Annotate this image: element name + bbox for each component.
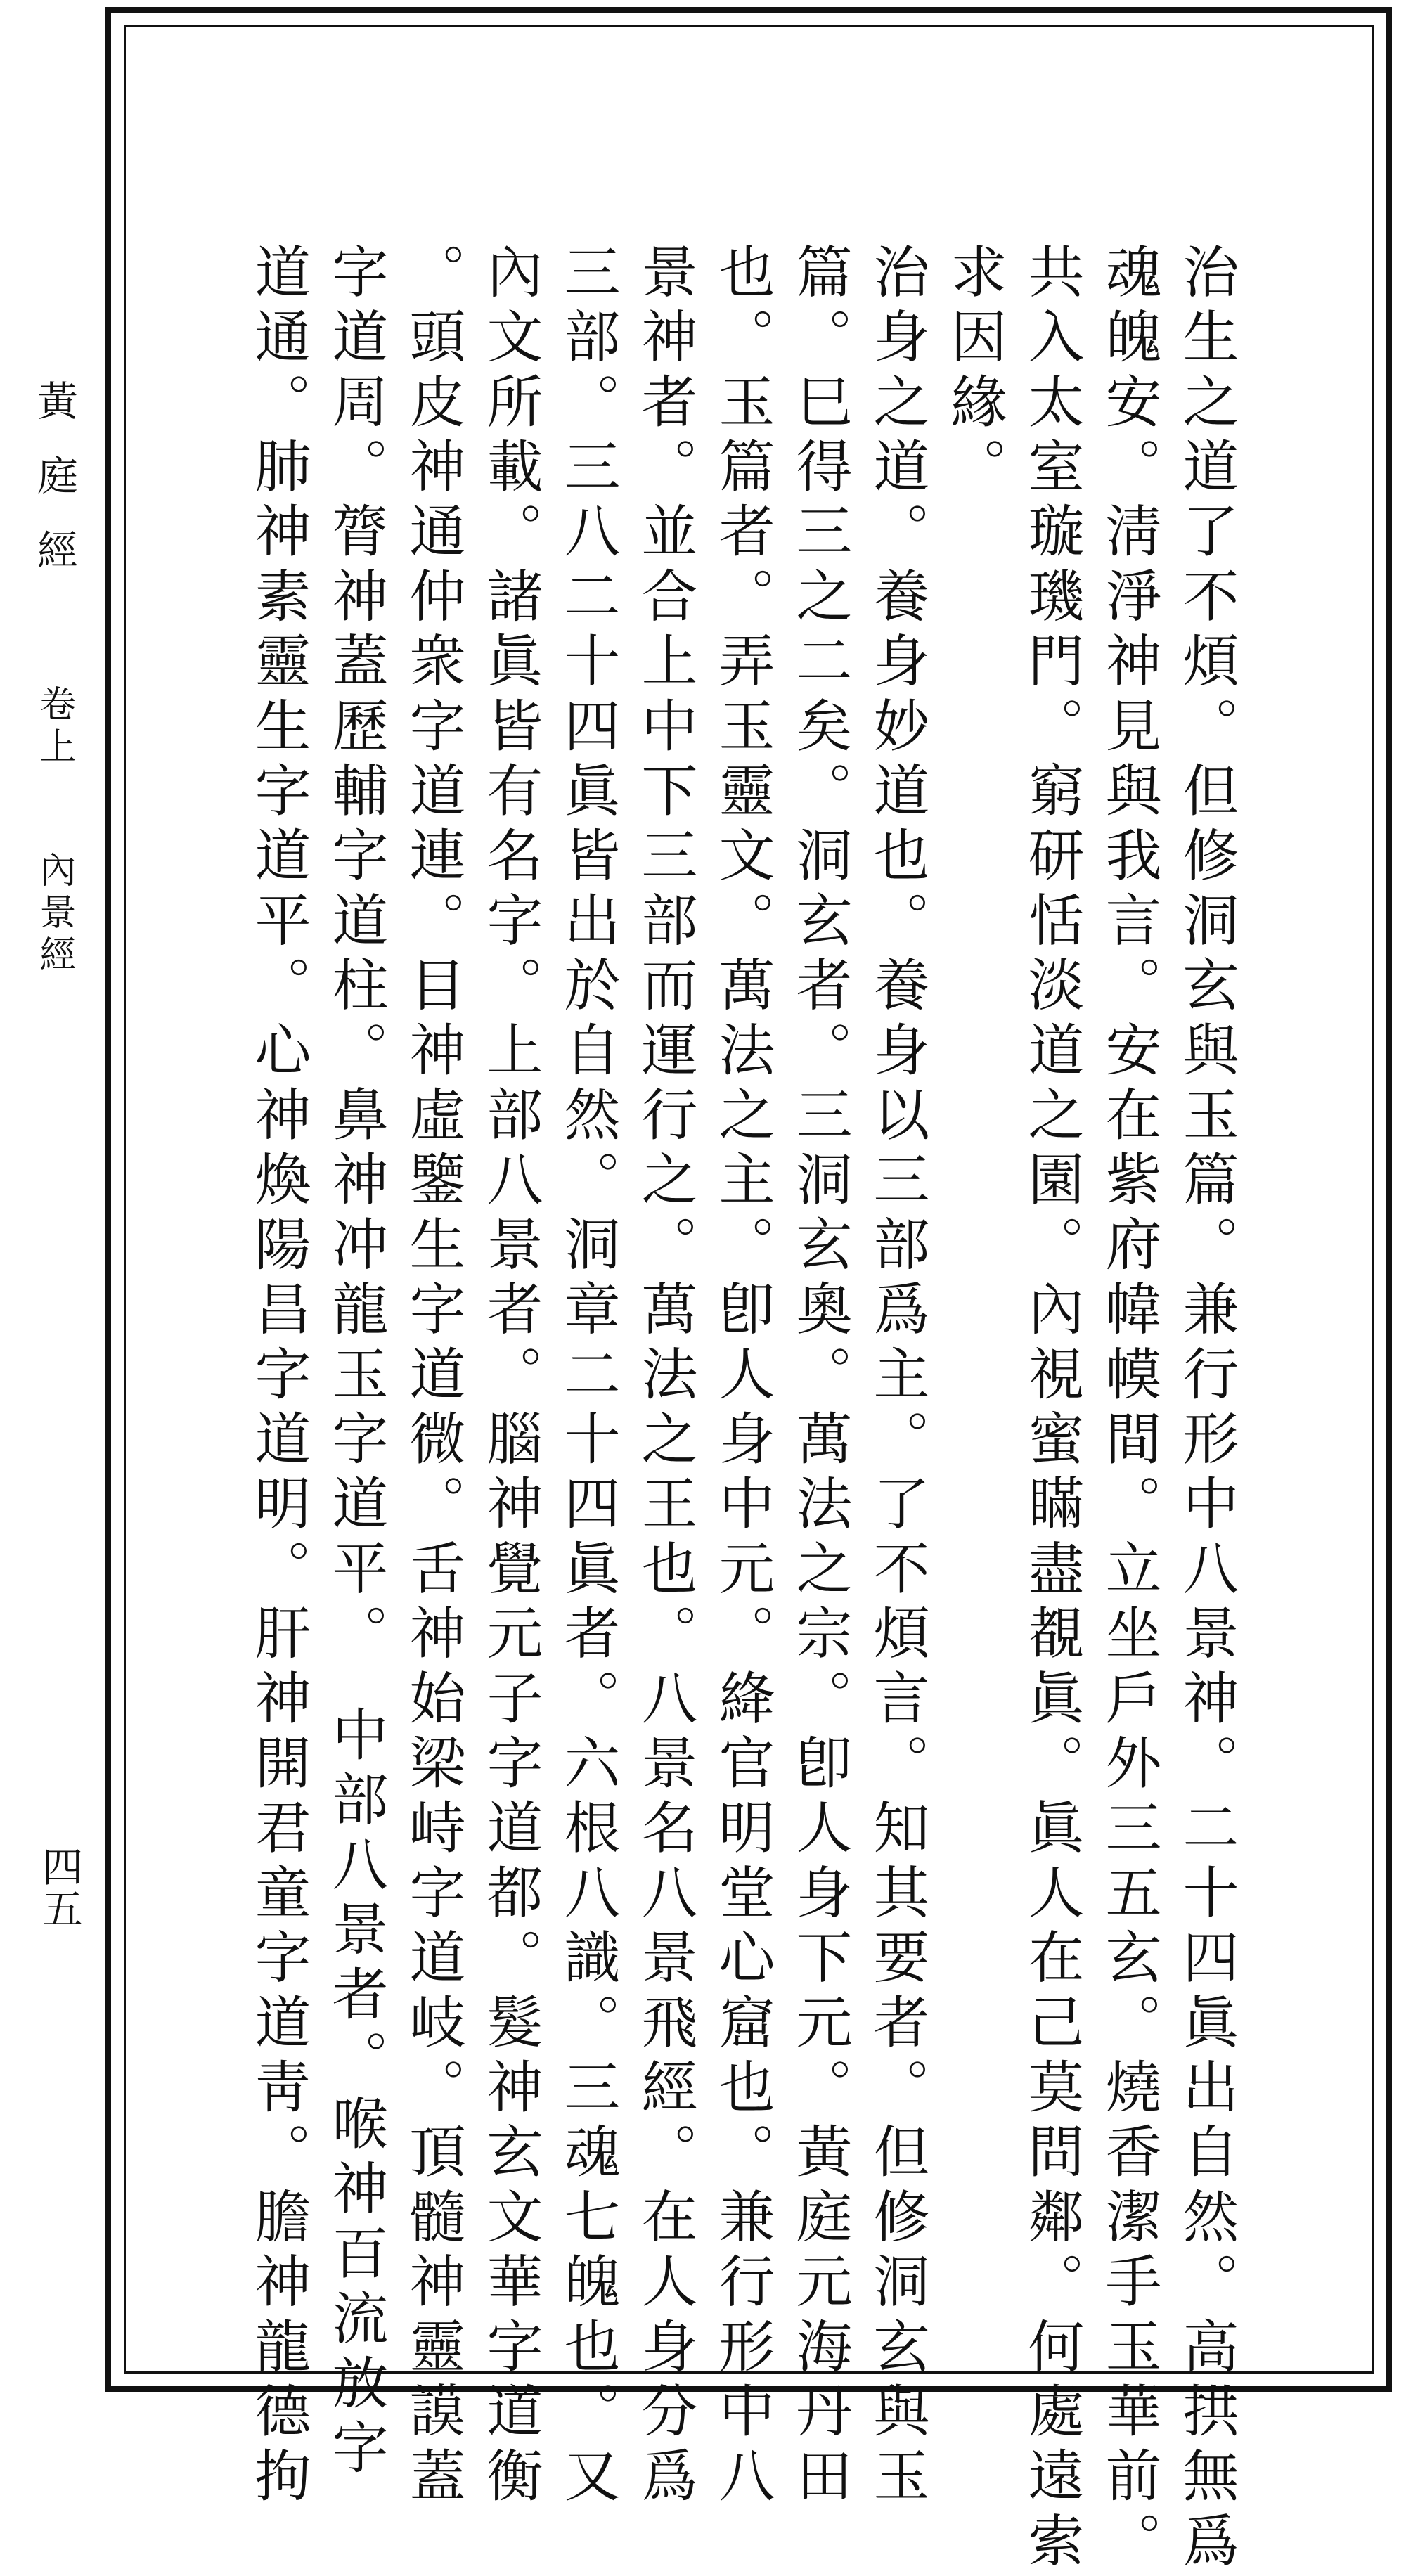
text-column-4: 求因緣。 xyxy=(941,243,1007,502)
text-column-1: 治生之道了不煩。但修洞玄與玉篇。兼行形中八景神。二十四眞出自然。高拱無爲 xyxy=(1173,243,1239,2576)
section-label: 內景經 xyxy=(33,851,75,977)
page-number: 四五 xyxy=(35,1846,83,1930)
text-column-5: 治身之道。養身妙道也。養身以三部爲主。了不煩言。知其要者。但修洞玄與玉 xyxy=(864,243,929,2511)
text-column-7: 也。玉篇者。弄玉靈文。萬法之主。卽人身中元。絳官明堂心窟也。兼行形中八 xyxy=(709,243,775,2511)
text-column-3: 共入太室璇璣門。窮研恬淡道之園。內視蜜瞞盡覩眞。眞人在己莫問鄰。何處遠索 xyxy=(1019,243,1084,2576)
book-title: 黃庭經 xyxy=(30,380,78,603)
text-column-2: 魂魄安。淸淨神見與我言。安在紫府幃幙間。立坐戶外三五玄。燒香潔手玉華前。 xyxy=(1096,243,1161,2576)
text-column-13: 道通。肺神素靈生字道平。心神煥陽昌字道明。肝神開君童字道靑。膽神龍德拘 xyxy=(245,243,311,2511)
text-column-8: 景神者。並合上中下三部而運行之。萬法之王也。八景名八景飛經。在人身分爲 xyxy=(632,243,697,2511)
text-column-10: 內文所載。諸眞皆有名字。上部八景者。腦神覺元子字道都。髮神玄文華字道衡 xyxy=(477,243,543,2511)
text-column-9: 三部。三八二十四眞皆出於自然。洞章二十四眞者。六根八識。三魂七魄也。又 xyxy=(555,243,620,2511)
text-column-6: 篇。巳得三之二矣。洞玄者。三洞玄奧。萬法之宗。卽人身下元。黃庭元海丹田 xyxy=(787,243,852,2511)
text-column-11: 。頭皮神通仲衆字道連。目神虛鑒生字道微。舌神始梁峙字道岐。頂髓神靈謨蓋 xyxy=(400,243,465,2511)
margin-title xyxy=(30,380,78,977)
text-column-12: 字道周。膂神蓋歷輔字道柱。鼻神冲龍玉字道平。 中部八景者。喉神百流放字 xyxy=(323,243,388,2483)
volume-label: 卷上 xyxy=(33,685,75,769)
